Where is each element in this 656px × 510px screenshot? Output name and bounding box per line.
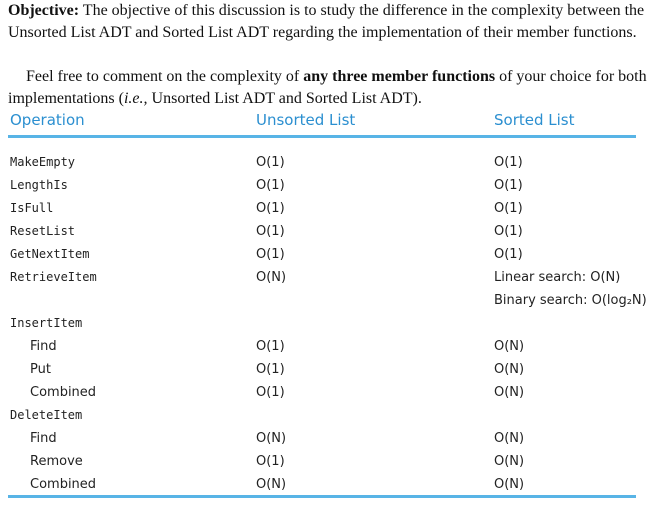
operation-cell: RetrieveItem <box>10 270 97 284</box>
instruction-text-end: Unsorted List ADT and Sorted List ADT). <box>147 90 422 107</box>
unsorted-complexity-cell: O(N) <box>256 270 287 285</box>
table-row <box>8 220 636 243</box>
table-row <box>8 381 636 404</box>
header-sorted-list: Sorted List <box>494 111 575 129</box>
table-row <box>8 174 636 197</box>
instruction-text-mid: of your choice for both implementations ( <box>8 68 647 107</box>
sorted-complexity-cell: O(1) <box>494 201 523 216</box>
unsorted-complexity-cell: O(N) <box>256 477 287 492</box>
unsorted-complexity-cell: O(1) <box>256 247 285 262</box>
instruction-paragraph <box>8 66 648 110</box>
operation-cell: ResetList <box>10 224 76 238</box>
unsorted-complexity-cell: O(1) <box>256 178 285 193</box>
unsorted-complexity-cell: O(1) <box>256 224 285 239</box>
sorted-complexity-cell: O(N) <box>494 362 525 377</box>
table-row <box>8 197 636 220</box>
table-row <box>8 312 636 335</box>
instruction-ie: i.e., <box>123 90 148 107</box>
sorted-complexity-cell: O(N) <box>494 385 525 400</box>
unsorted-complexity-cell: O(1) <box>256 155 285 170</box>
table-row <box>8 358 636 381</box>
operation-cell: GetNextItem <box>10 247 90 261</box>
sub-operation-cell: Find <box>30 339 57 354</box>
unsorted-complexity-cell: O(1) <box>256 385 285 400</box>
operation-cell: IsFull <box>10 201 54 215</box>
header-operation: Operation <box>10 111 85 129</box>
unsorted-complexity-cell: O(1) <box>256 454 285 469</box>
table-row <box>8 450 636 473</box>
operation-cell: DeleteItem <box>10 408 83 422</box>
instruction-emphasis: any three member functions <box>303 68 496 85</box>
sorted-complexity-cell: O(N) <box>494 431 525 446</box>
unsorted-complexity-cell: O(N) <box>256 431 287 446</box>
objective-label: Objective: <box>8 2 80 19</box>
sorted-complexity-cell: Linear search: O(N) <box>494 270 621 285</box>
sub-operation-cell: Find <box>30 431 57 446</box>
objective-paragraph <box>8 0 648 44</box>
sorted-complexity-cell: O(1) <box>494 247 523 262</box>
sorted-complexity-cell: O(1) <box>494 178 523 193</box>
objective-text: The objective of this discussion is to study the difference in the complexity between the Unsorted List ADT and Sorted List ADT regarding the implementation of their member functions. <box>8 2 645 41</box>
operation-cell: LengthIs <box>10 178 68 192</box>
sub-operation-cell: Combined <box>30 477 97 492</box>
sorted-complexity-cell: Binary search: O(log₂N) <box>494 293 647 308</box>
table-row <box>8 427 636 450</box>
table-row <box>8 151 636 174</box>
operation-cell: MakeEmpty <box>10 155 76 169</box>
sorted-complexity-cell: O(N) <box>494 477 525 492</box>
sub-operation-cell: Put <box>30 362 51 377</box>
header-unsorted-list: Unsorted List <box>256 111 356 129</box>
sorted-complexity-cell: O(1) <box>494 155 523 170</box>
table-bottom-rule <box>8 495 636 498</box>
instruction-text-start: Feel free to comment on the complexity of <box>26 68 304 85</box>
table-row <box>8 266 636 289</box>
sorted-complexity-cell: O(N) <box>494 339 525 354</box>
table-row <box>8 335 636 358</box>
table-row <box>8 289 647 312</box>
table-row <box>8 243 636 266</box>
unsorted-complexity-cell: O(1) <box>256 339 285 354</box>
sub-operation-cell: Remove <box>30 454 83 469</box>
table-row <box>8 404 636 427</box>
operation-cell: InsertItem <box>10 316 83 330</box>
table-row <box>8 473 636 496</box>
sorted-complexity-cell: O(N) <box>494 454 525 469</box>
unsorted-complexity-cell: O(1) <box>256 201 285 216</box>
sub-operation-cell: Combined <box>30 385 97 400</box>
sorted-complexity-cell: O(1) <box>494 224 523 239</box>
unsorted-complexity-cell: O(1) <box>256 362 285 377</box>
table-top-rule <box>8 135 636 138</box>
